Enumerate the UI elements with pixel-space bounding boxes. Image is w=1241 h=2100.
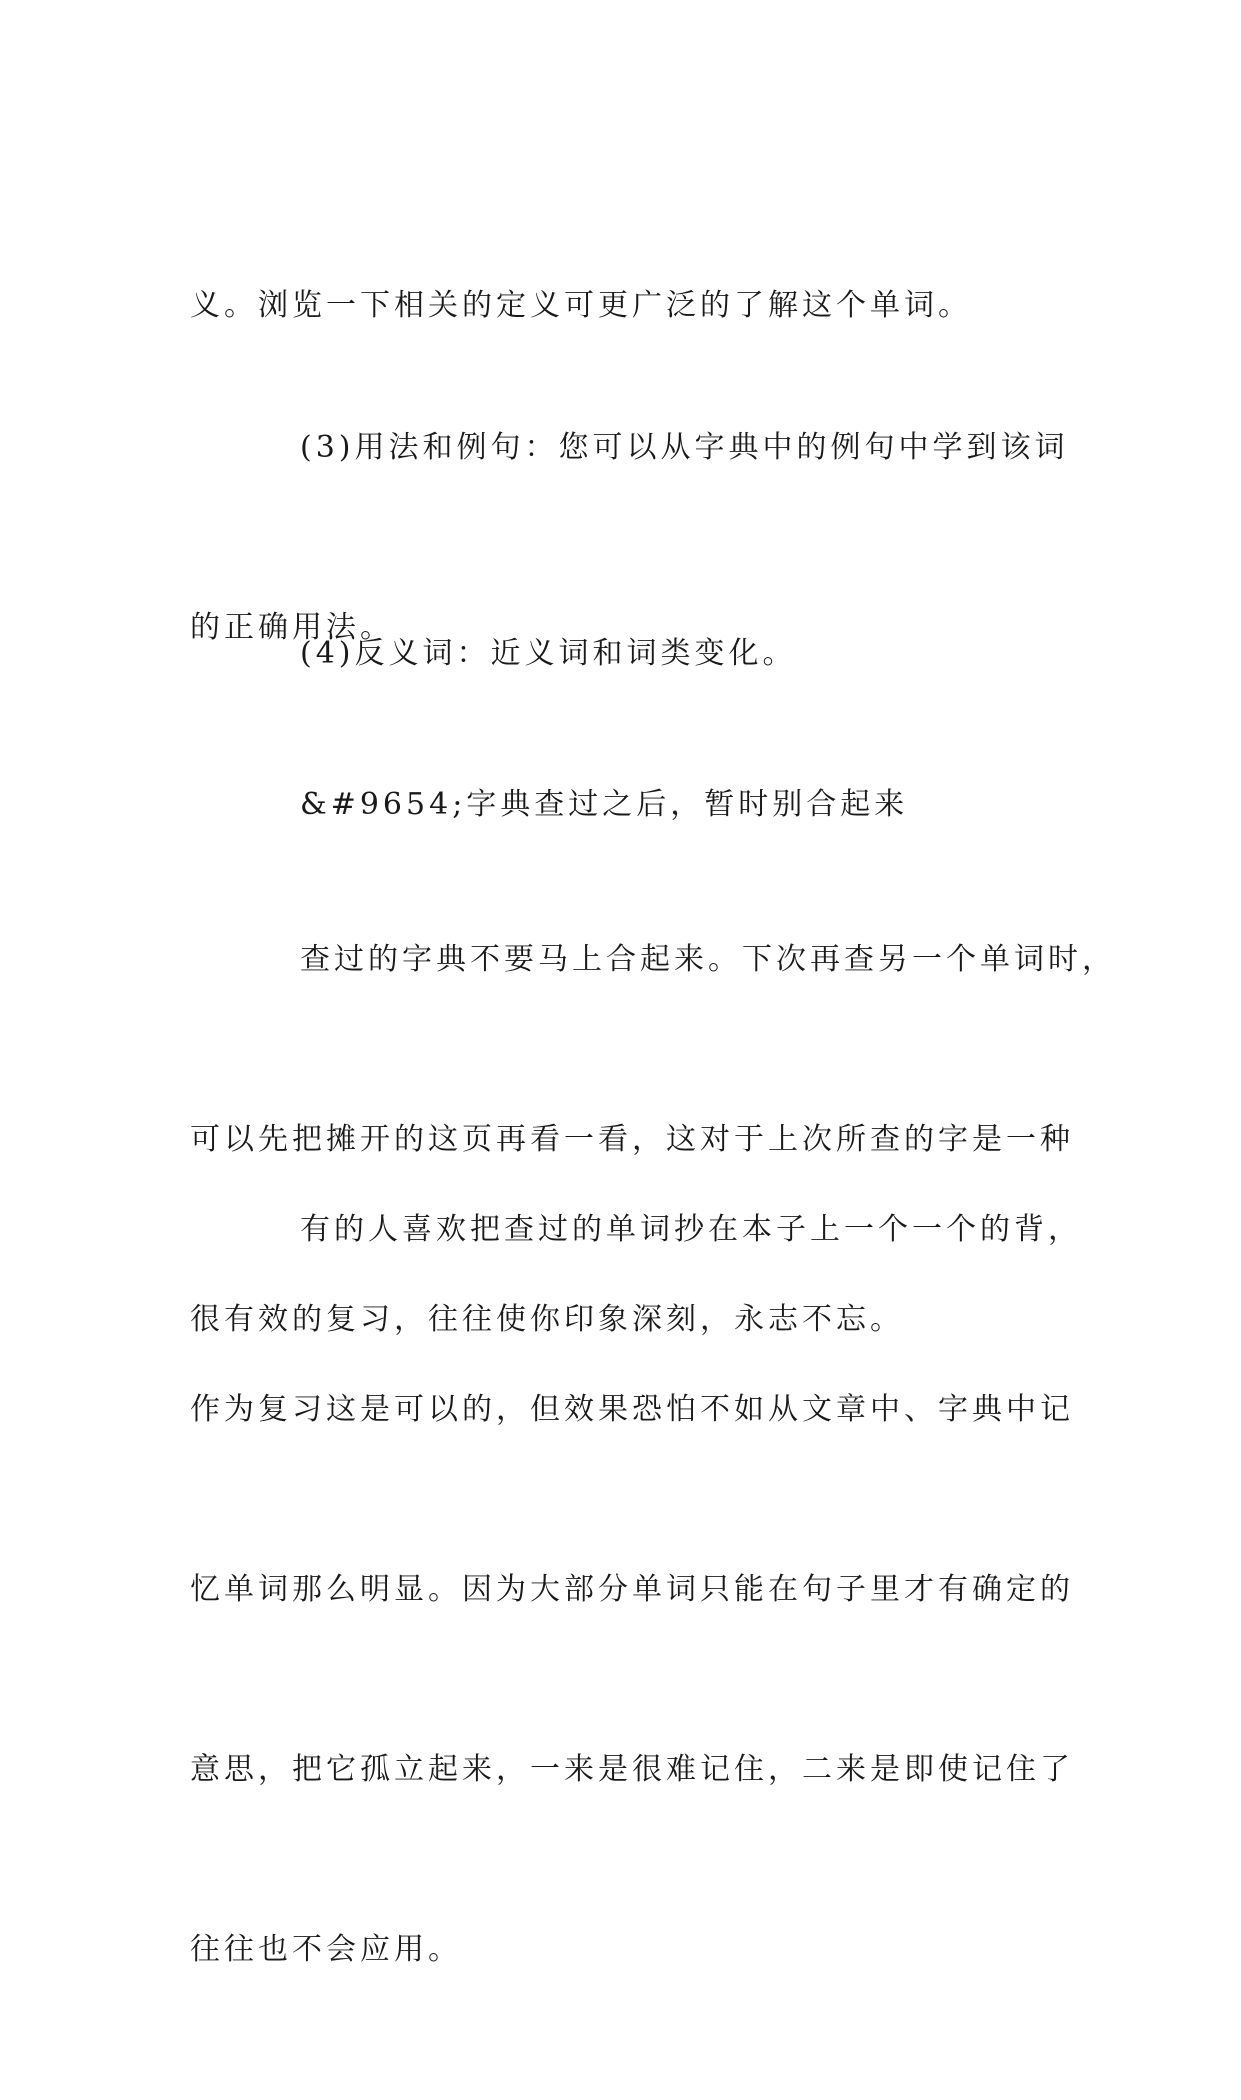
text-line: 意思，把它孤立起来，一来是很难记住，二来是即使记住了 bbox=[190, 1752, 1074, 1787]
text-line: 查过的字典不要马上合起来。下次再查另一个单词时， bbox=[300, 942, 1116, 977]
paragraph-word-lists bbox=[190, 1080, 1082, 2100]
text-line: 可以先把摊开的这页再看一看，这对于上次所查的字是一种 bbox=[190, 1122, 1074, 1157]
text-line: 作为复习这是可以的，但效果恐怕不如从文章中、字典中记 bbox=[190, 1392, 1074, 1427]
text-line: (3)用法和例句：您可以从字典中的例句中学到该词 bbox=[300, 430, 1069, 465]
text-line: 忆单词那么明显。因为大部分单词只能在句子里才有确定的 bbox=[190, 1572, 1074, 1607]
text-line: (4)反义词：近义词和词类变化。 bbox=[300, 636, 797, 671]
text-line: 义。浏览一下相关的定义可更广泛的了解这个单词。 bbox=[190, 288, 972, 323]
text-line: 的正确用法。 bbox=[190, 610, 394, 645]
text-line: &#9654;字典查过之后，暂时别合起来 bbox=[300, 787, 909, 822]
text-line: 很有效的复习，往往使你印象深刻，永志不忘。 bbox=[190, 1302, 904, 1337]
text-line: 有的人喜欢把查过的单词抄在本子上一个一个的背， bbox=[300, 1212, 1082, 1247]
text-line: 往往也不会应用。 bbox=[190, 1932, 462, 1967]
